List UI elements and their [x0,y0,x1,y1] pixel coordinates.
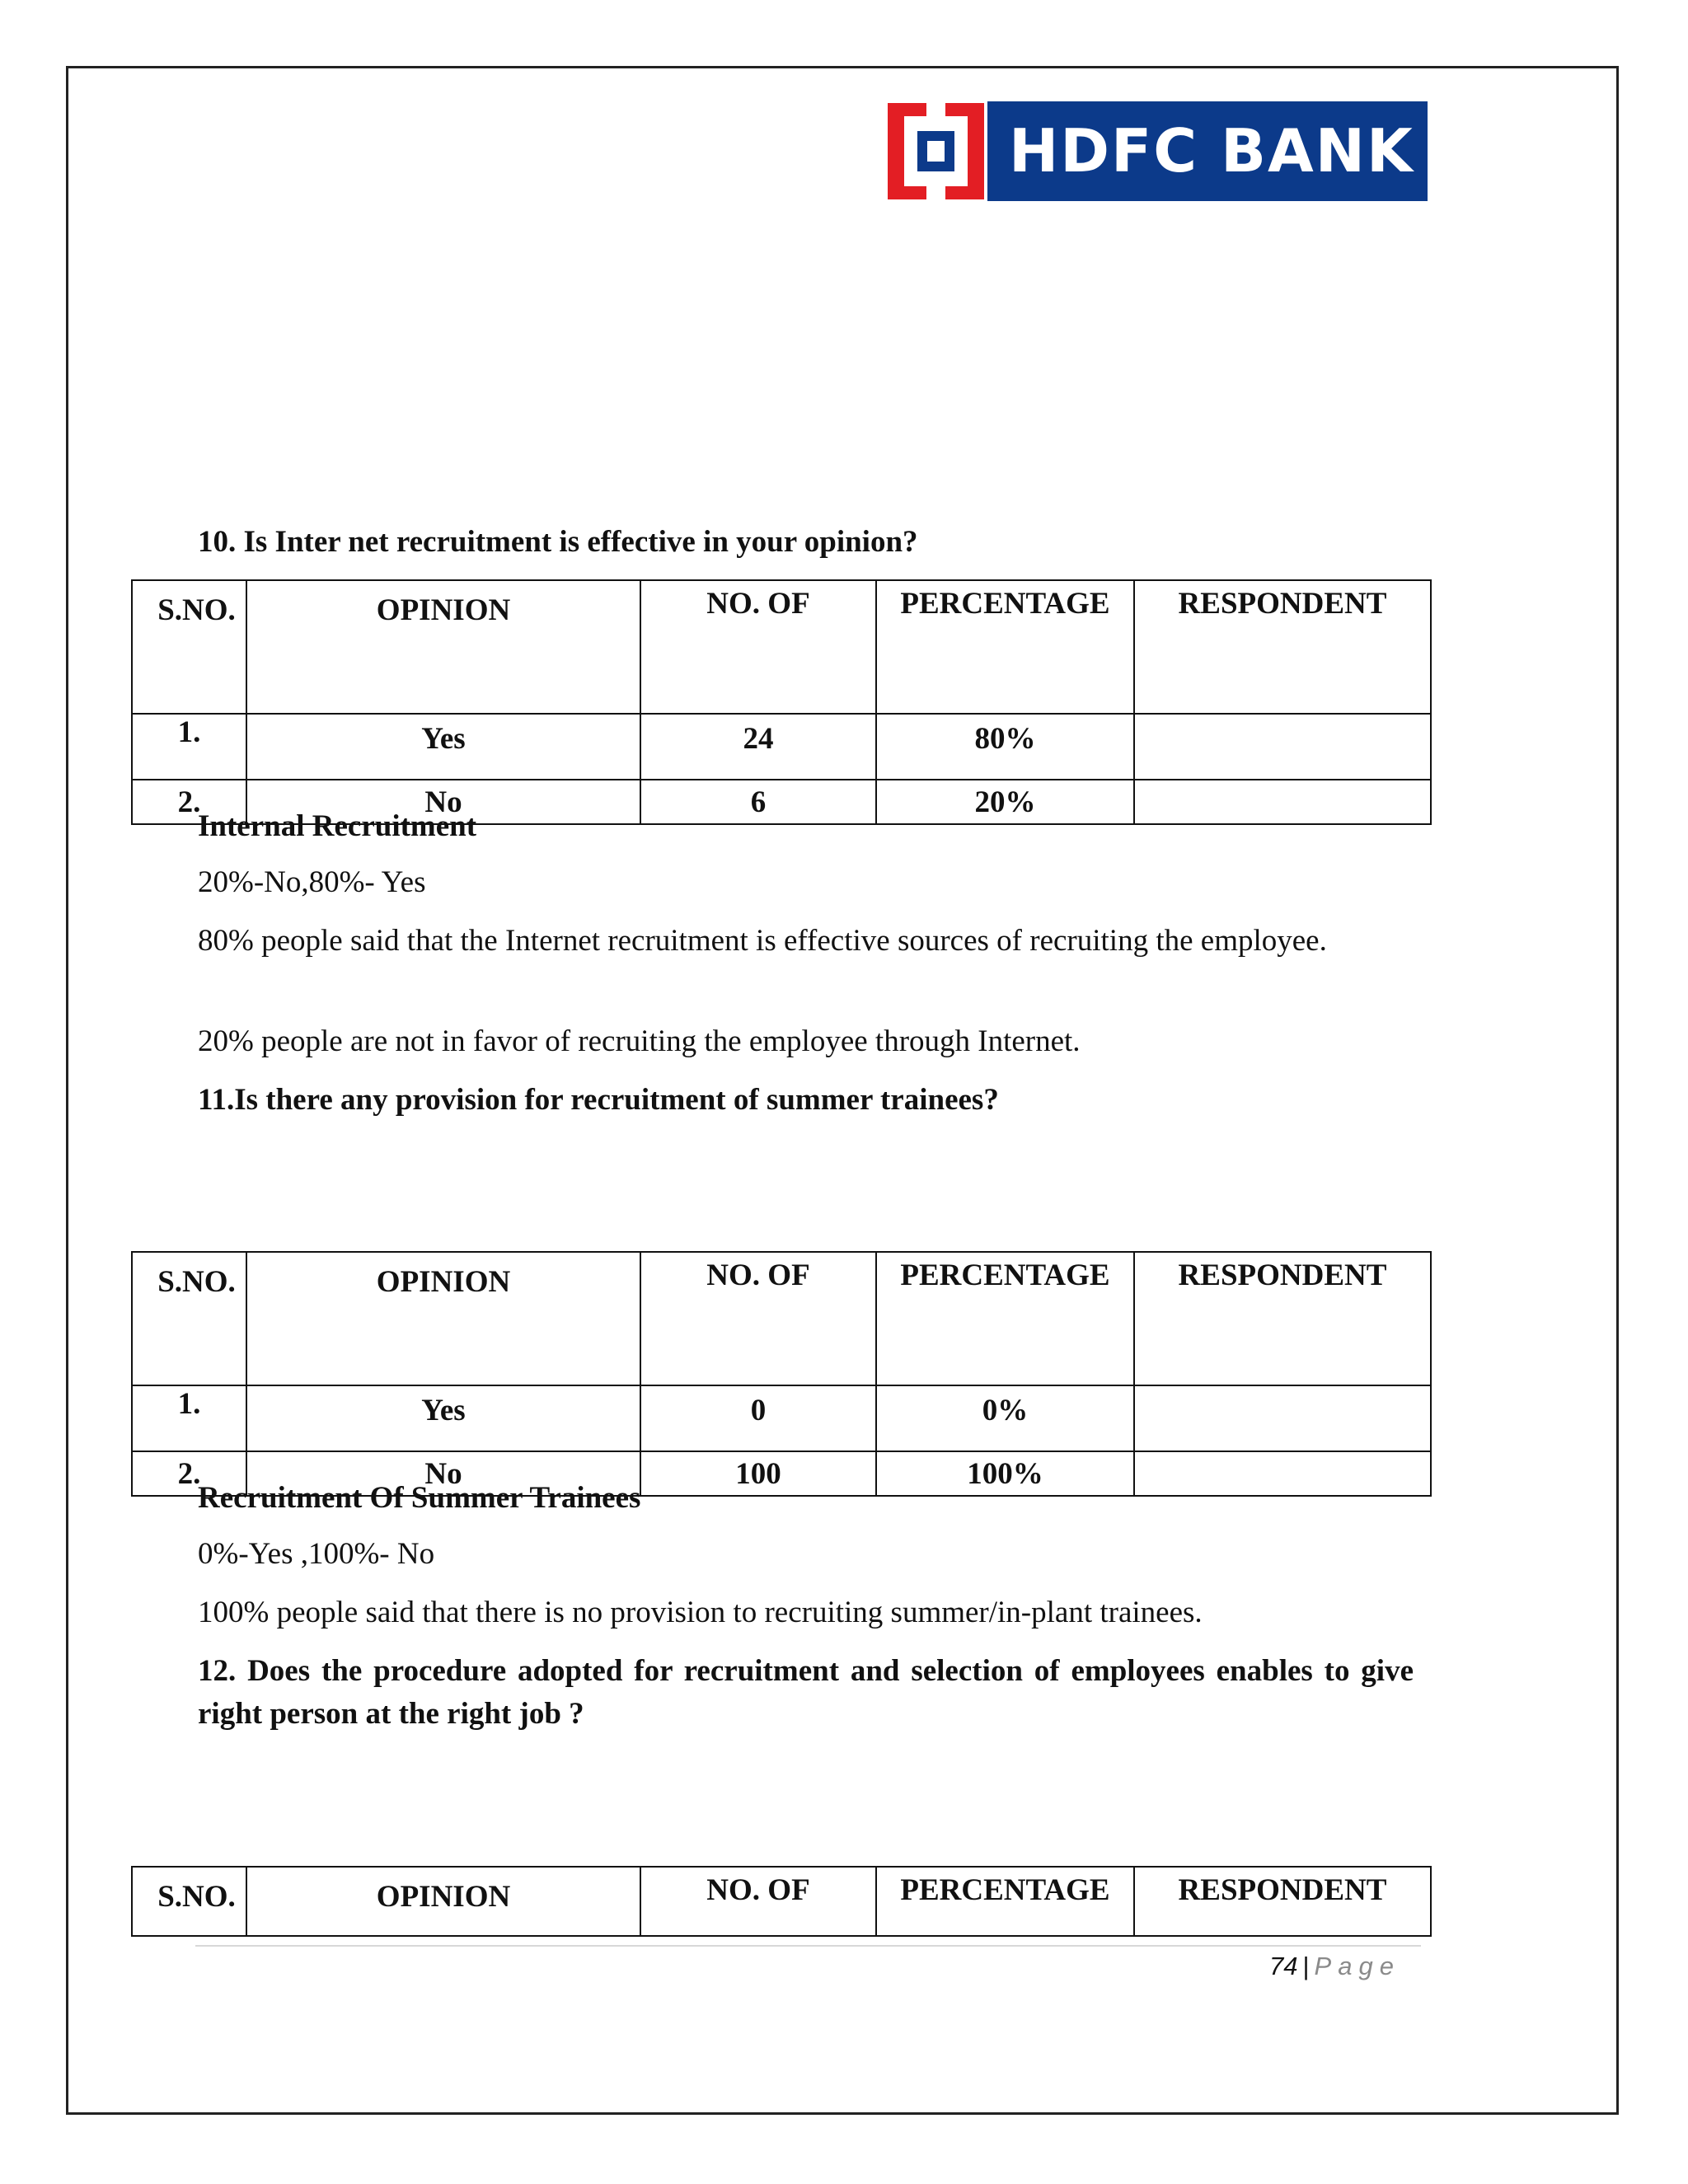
header-respondent: RESPONDENT [1134,1252,1431,1385]
footer-separator: | [1302,1952,1310,1980]
cell-count: 100 [640,1451,876,1496]
cell-sno: 2. [132,780,246,824]
table-question-10 [131,579,1432,825]
header-respondent: RESPONDENT [1134,580,1431,714]
header-opinion: OPINION [246,580,640,714]
header-count: NO. OF [640,1867,876,1936]
paragraph: 20% people are not in favor of recruiting the employee through Internet. [198,1024,1081,1058]
header-sno: S.NO. [132,580,246,714]
cell-sno: 2. [132,1451,246,1496]
paragraph: 20%-No,80%- Yes [198,865,426,899]
page-number: 74 [1269,1952,1298,1980]
cell-count: 0 [640,1385,876,1451]
question-10: 10. Is Inter net recruitment is effective in your opinion? [198,525,918,559]
cell-opinion: No [246,780,640,824]
cell-sno: 1. [132,714,246,780]
header-opinion: OPINION [246,1867,640,1936]
table-row [132,1385,1431,1451]
cell-opinion: No [246,1451,640,1496]
paragraph: 0%-Yes ,100%- No [198,1537,435,1571]
header-opinion: OPINION [246,1252,640,1385]
table-question-11 [131,1251,1432,1497]
cell-respondent [1134,1385,1431,1451]
question-12: 12. Does the procedure adopted for recruitment and selection of employees enables to give right person at the right job ? [198,1654,1414,1731]
table-header-row [132,1867,1431,1936]
cell-respondent [1134,714,1431,780]
cell-percentage: 80% [876,714,1134,780]
cell-opinion: Yes [246,714,640,780]
cell-opinion: Yes [246,1385,640,1451]
header-count: NO. OF [640,1252,876,1385]
table-question-12 [131,1866,1432,1937]
table-header-row [132,580,1431,714]
header-sno: S.NO. [132,1252,246,1385]
cell-percentage: 0% [876,1385,1134,1451]
cell-sno: 1. [132,1385,246,1451]
header-percentage: PERCENTAGE [876,1252,1134,1385]
question-11: 11.Is there any provision for recruitment of summer trainees? [198,1083,999,1117]
page-footer [1269,1952,1434,1981]
footer-divider [195,1945,1421,1947]
header-count: NO. OF [640,580,876,714]
page-label: Page [1314,1952,1400,1980]
cell-count: 6 [640,780,876,824]
cell-percentage: 100% [876,1451,1134,1496]
table-row [132,714,1431,780]
header-sno: S.NO. [132,1867,246,1936]
header-percentage: PERCENTAGE [876,1867,1134,1936]
logo-wordmark: HDFC BANK [986,101,1428,201]
header-percentage: PERCENTAGE [876,580,1134,714]
hdfc-logo-mark-icon [884,100,987,203]
cell-count: 24 [640,714,876,780]
paragraph: 80% people said that the Internet recruitment is effective sources of recruiting the employee. [198,924,1327,958]
cell-percentage: 20% [876,780,1134,824]
paragraph: 100% people said that there is no provision to recruiting summer/in-plant trainees. [198,1596,1203,1629]
table-header-row [132,1252,1431,1385]
header-respondent: RESPONDENT [1134,1867,1431,1936]
section-heading: Recruitment Of Summer Trainees [198,1481,641,1515]
section-heading: Internal Recruitment [198,809,477,843]
hdfc-bank-logo [884,100,1428,203]
